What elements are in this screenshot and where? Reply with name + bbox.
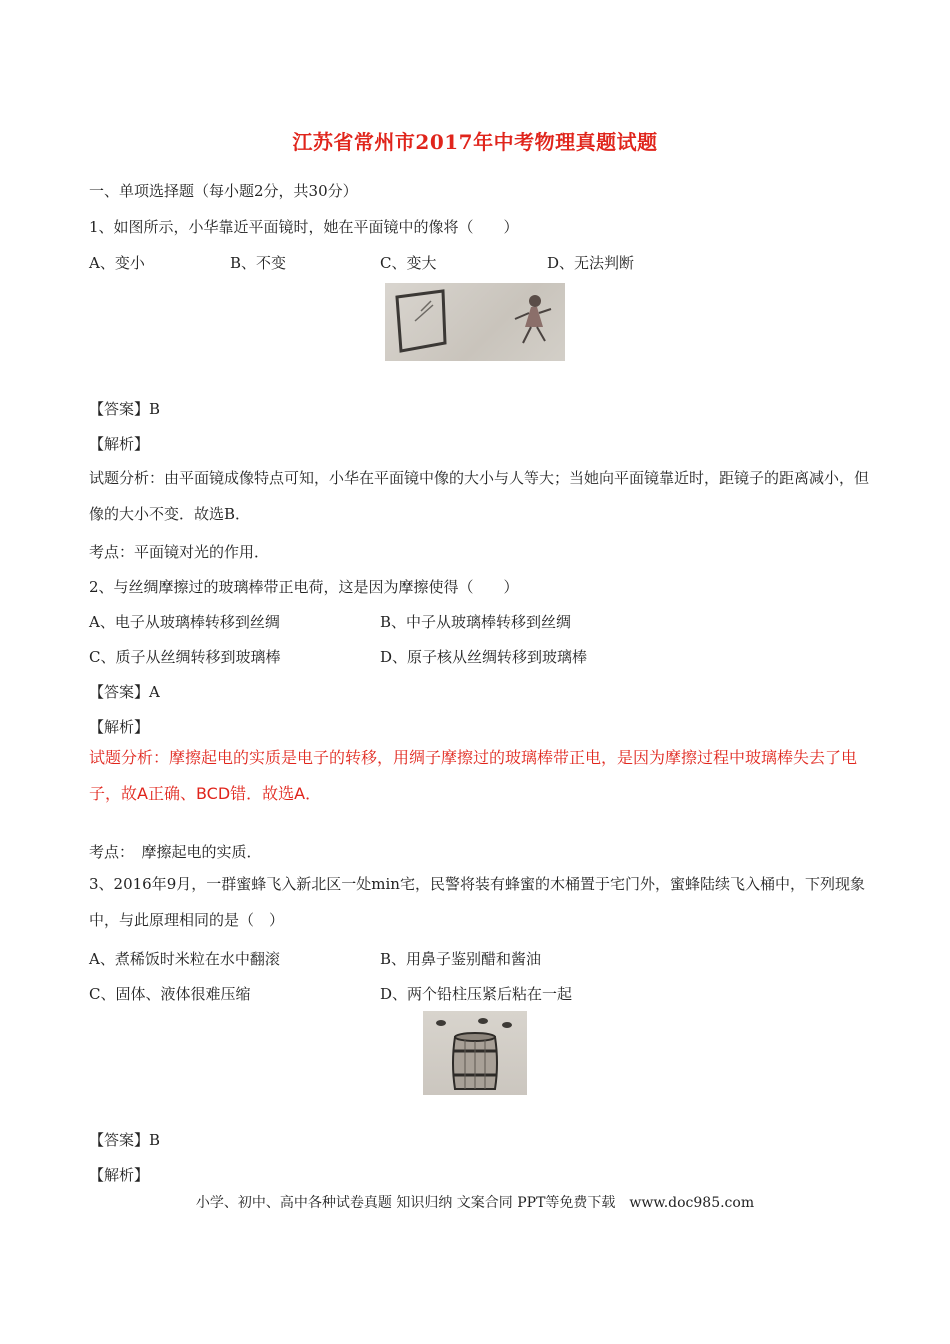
q2-knowledge-point: 考点： 摩擦起电的实质． — [89, 843, 262, 861]
mirror-girl-figure — [385, 283, 565, 361]
q2-analysis-label: 【解析】 — [89, 718, 150, 736]
q1-option-b: B、不变 — [230, 254, 287, 272]
q2-option-a: A、电子从玻璃棒转移到丝绸 — [89, 613, 280, 631]
section-heading: 一、单项选择题（每小题2分，共30分） — [89, 182, 358, 200]
q1-analysis-label: 【解析】 — [89, 435, 150, 453]
q1-option-d: D、无法判断 — [547, 254, 635, 272]
q1-analysis-text: 试题分析：由平面镜成像特点可知，小华在平面镜中像的大小与人等大；当她向平面镜靠近时，距镜子的距离减小，但像的大小不变．故选B． — [89, 469, 870, 523]
q2-analysis-text: 试题分析：摩擦起电的实质是电子的转移，用绸子摩擦过的玻璃棒带正电，是因为摩擦过程中玻璃棒失去了电子，故A正确、BCD错．故选A． — [89, 748, 858, 803]
q3-option-b: B、用鼻子鉴别醋和酱油 — [380, 950, 542, 968]
q1-answer: 【答案】B — [89, 400, 161, 418]
q3-option-d: D、两个铅柱压紧后粘在一起 — [380, 985, 573, 1003]
bees-barrel-figure — [423, 1011, 527, 1095]
q2-option-d: D、原子核从丝绸转移到玻璃棒 — [380, 648, 588, 666]
q3-analysis-label: 【解析】 — [89, 1166, 150, 1184]
q1-option-c: C、变大 — [380, 254, 437, 272]
q3-answer: 【答案】B — [89, 1131, 161, 1149]
q2-option-c: C、质子从丝绸转移到玻璃棒 — [89, 648, 281, 666]
q3-option-c: C、固体、液体很难压缩 — [89, 985, 251, 1003]
question-2-stem: 2、与丝绸摩擦过的玻璃棒带正电荷，这是因为摩擦使得（ ） — [89, 578, 519, 596]
bees-barrel-illustration — [423, 1011, 527, 1095]
page-footer: 小学、初中、高中各种试卷真题 知识归纳 文案合同 PPT等免费下载 www.doc985.com — [195, 1195, 755, 1211]
q2-answer: 【答案】A — [89, 683, 160, 701]
q1-option-a: A、变小 — [89, 254, 145, 272]
question-3-stem: 3、2016年9月，一群蜜蜂飞入新北区一处min宅，民警将装有蜂蜜的木桶置于宅门外，蜜蜂陆续飞入桶中，下列现象中，与此原理相同的是（ ） — [89, 875, 865, 929]
mirror-girl-illustration — [385, 283, 565, 361]
q2-option-b: B、中子从玻璃棒转移到丝绸 — [380, 613, 572, 631]
page-title: 江苏省常州市2017年中考物理真题试题 — [292, 130, 658, 154]
q1-knowledge-point: 考点：平面镜对光的作用． — [89, 543, 270, 561]
question-1-stem: 1、如图所示，小华靠近平面镜时，她在平面镜中的像将（ ） — [89, 218, 519, 236]
q3-option-a: A、煮稀饭时米粒在水中翻滚 — [89, 950, 280, 968]
